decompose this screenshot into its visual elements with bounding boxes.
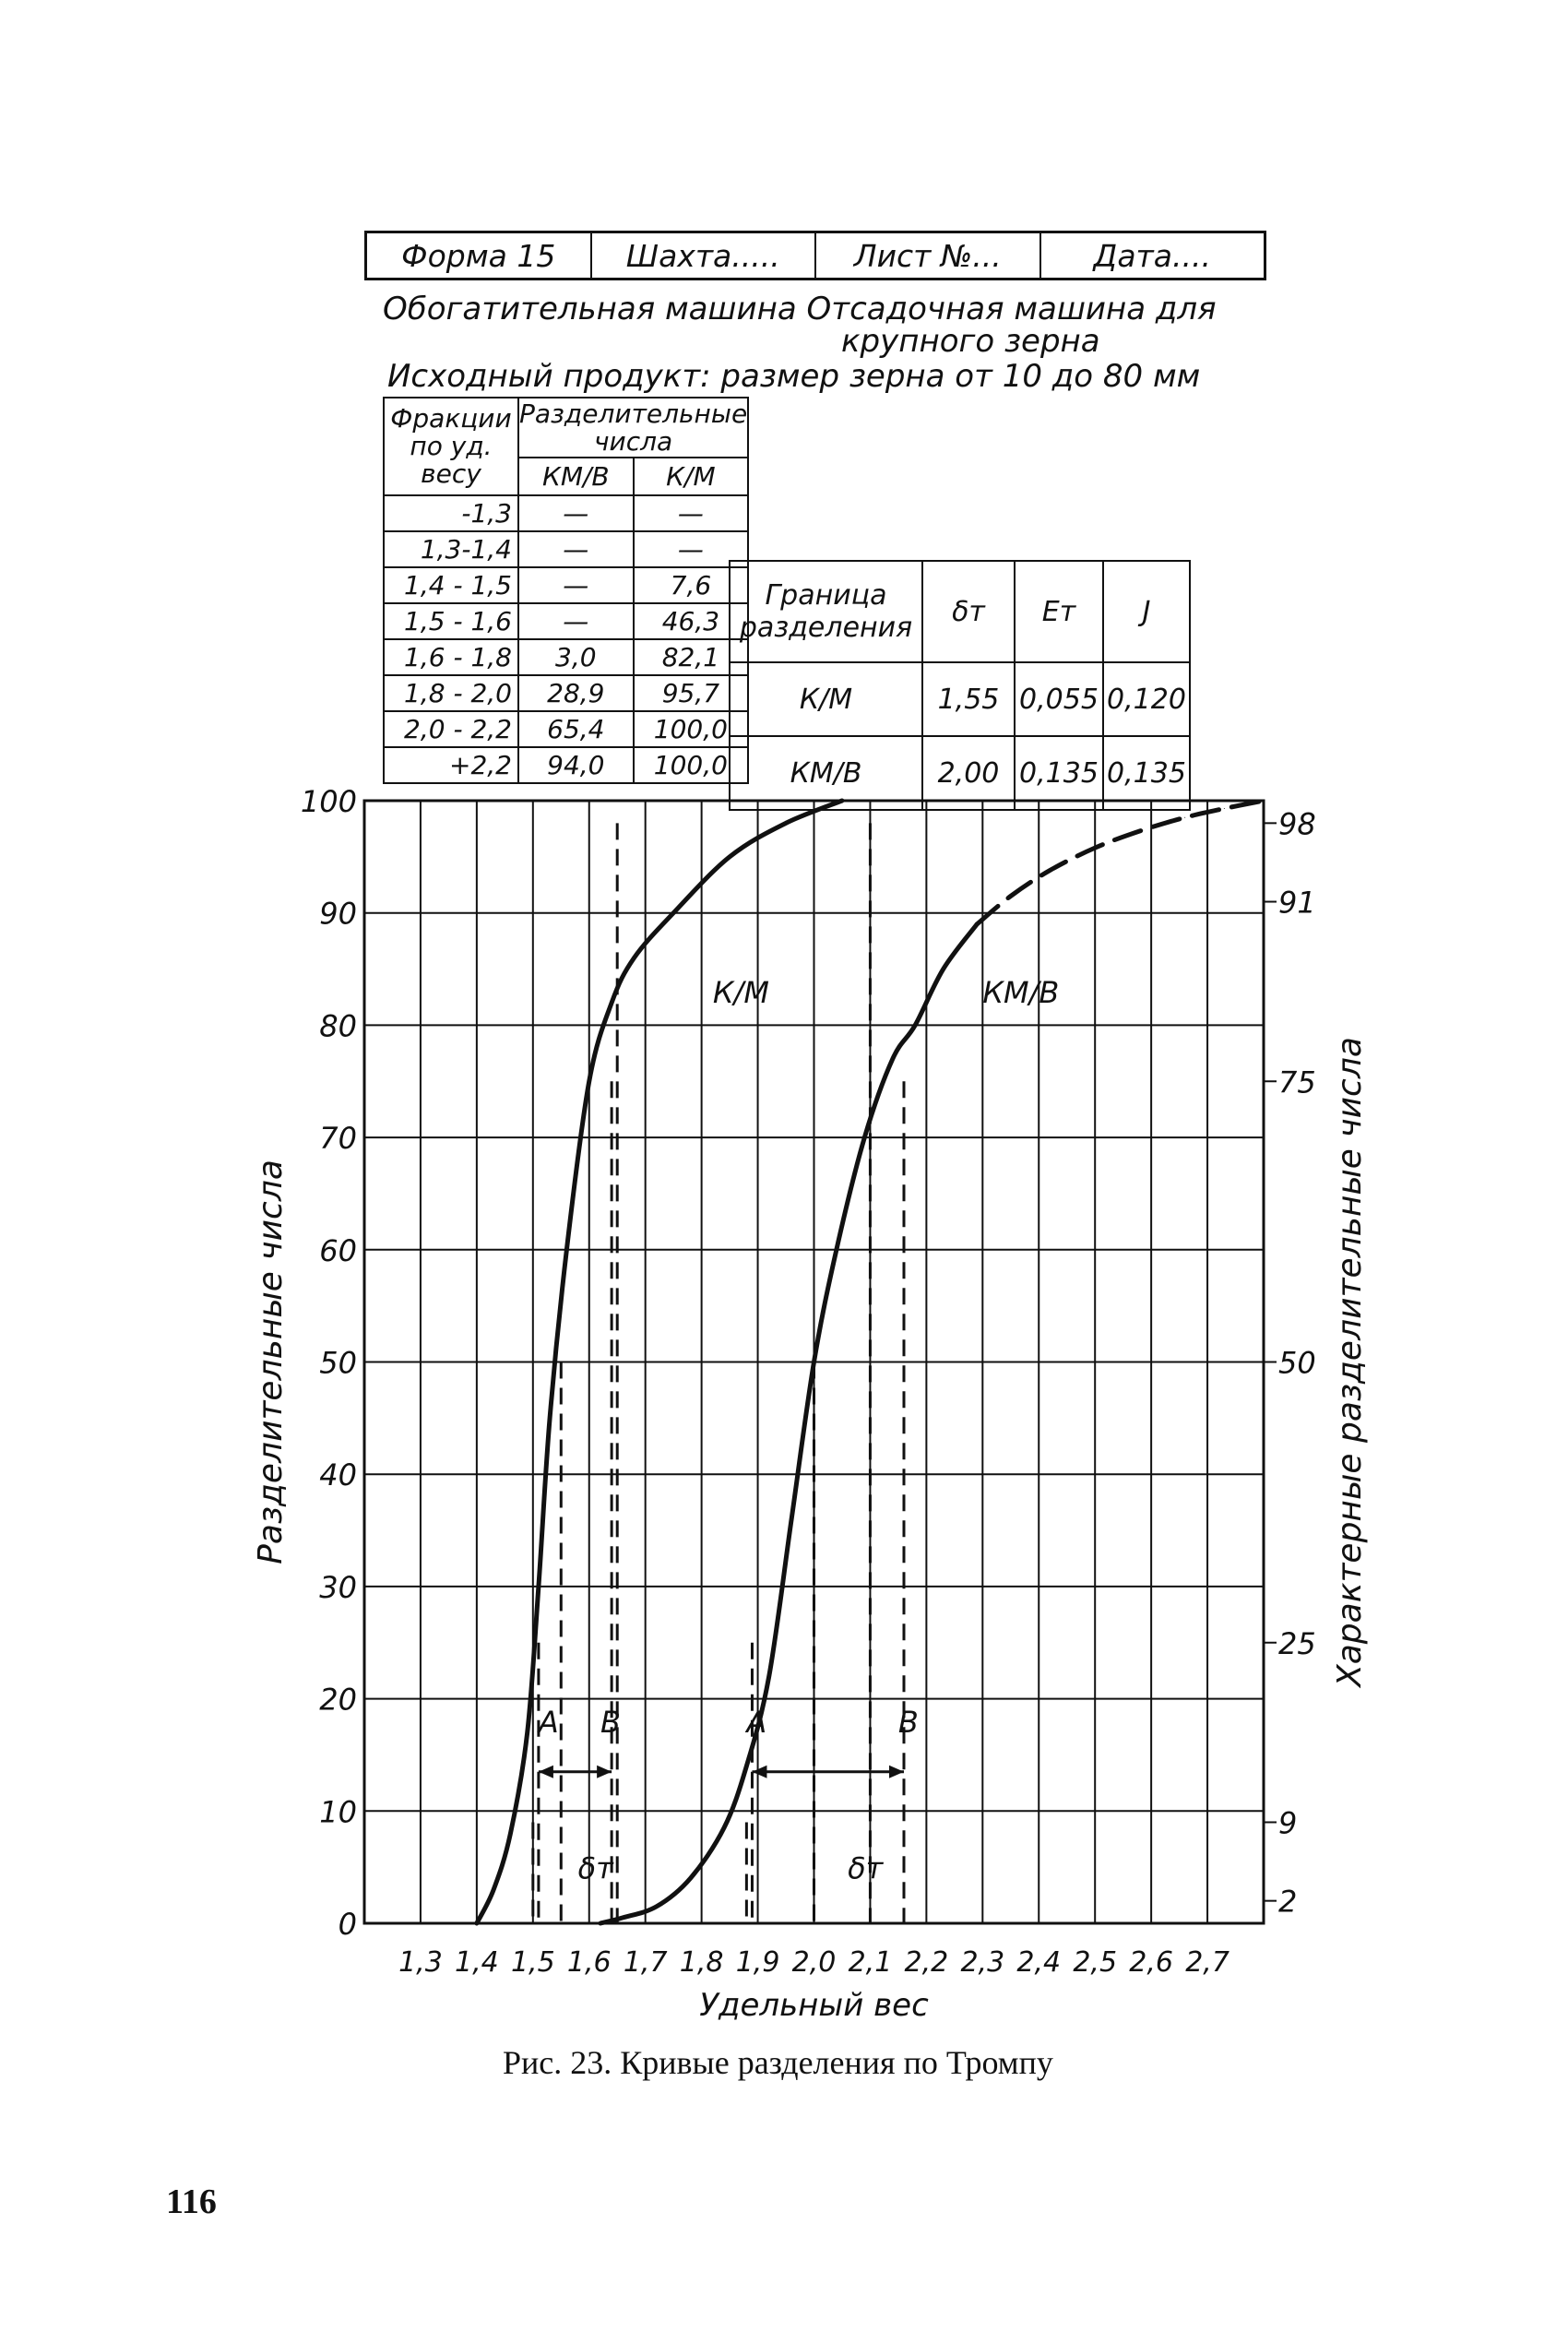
y2-tick-label: 98 <box>1278 806 1316 842</box>
fractions-cell-km_v: 3,0 <box>518 639 634 675</box>
x-axis-title: Удельный вес <box>699 1987 929 2024</box>
figure-caption: Рис. 23. Кривые разделения по Тромпу <box>503 2044 1053 2081</box>
fractions-col1-header: Фракции по уд. весу <box>384 398 518 495</box>
y2-tick-label: 50 <box>1278 1345 1316 1381</box>
y-tick-label: 40 <box>319 1457 357 1493</box>
x-tick-label: 2,3 <box>960 1946 1005 1979</box>
x-tick-label: 1,4 <box>455 1946 499 1979</box>
fractions-col2-header: КМ/В <box>518 458 634 495</box>
fractions-cell-fraction: 1,3-1,4 <box>384 531 518 567</box>
y-tick-label: 20 <box>319 1682 357 1718</box>
fractions-cell-fraction: +2,2 <box>384 747 518 783</box>
chart-annotation: δт <box>848 1850 884 1886</box>
fractions-cell-km_v: — <box>518 531 634 567</box>
fractions-cell-k_m: — <box>634 531 749 567</box>
boundary-cell-boundary: КМ/В <box>730 736 922 810</box>
series-point-1 <box>791 1518 792 1519</box>
chart-annotation: К/М <box>712 975 769 1011</box>
series-point-1 <box>656 1906 657 1907</box>
x-tick-label: 2,0 <box>791 1946 837 1979</box>
series-point-0 <box>566 1249 567 1250</box>
x-tick-label: 1,3 <box>398 1946 443 1979</box>
boundary-cell-delta: 2,00 <box>922 736 1015 810</box>
y2-tick-label: 2 <box>1278 1884 1298 1920</box>
x-tick-label: 1,8 <box>679 1946 724 1979</box>
series-point-0 <box>786 823 787 824</box>
fractions-cell-fraction: -1,3 <box>384 495 518 531</box>
series-point-0 <box>673 912 674 913</box>
series-point-0 <box>730 856 731 857</box>
product-line: Исходный продукт: размер зерна от 10 до 80 мм <box>387 358 1201 395</box>
series-point-1 <box>724 1827 725 1828</box>
boundary-col2-header: δт <box>922 561 1015 662</box>
x-tick-label: 1,7 <box>623 1946 668 1979</box>
page-number: 116 <box>166 2182 217 2221</box>
date-label: Дата.... <box>1093 237 1211 274</box>
fractions-cell-fraction: 2,0 - 2,2 <box>384 711 518 747</box>
x-tick-label: 1,6 <box>566 1946 612 1979</box>
boundary-col1-header: Граница разделения <box>730 561 922 662</box>
series-point-0 <box>588 1081 589 1082</box>
fractions-cell-km_v: — <box>518 567 634 603</box>
x-tick-label: 2,6 <box>1129 1946 1173 1979</box>
x-tick-label: 2,5 <box>1073 1946 1118 1979</box>
machine-line-2: крупного зерна <box>841 323 1100 360</box>
x-tick-label: 1,9 <box>735 1946 780 1979</box>
fractions-cell-fraction: 1,5 - 1,6 <box>384 603 518 639</box>
fractions-cell-km_v: 94,0 <box>518 747 634 783</box>
series-point-2 <box>1095 848 1096 849</box>
fractions-cell-fraction: 1,6 - 1,8 <box>384 639 518 675</box>
series-point-0 <box>634 957 635 958</box>
fractions-col3-header: К/М <box>634 458 749 495</box>
chart-annotation: B <box>897 1705 919 1741</box>
machine-line-1: Обогатительная машина Отсадочная машина для <box>383 291 1217 327</box>
fractions-cell-km_v: 65,4 <box>518 711 634 747</box>
arrow-head <box>889 1766 904 1778</box>
x-tick-label: 2,1 <box>848 1946 893 1979</box>
boundary-col4-header: J <box>1103 561 1190 662</box>
arrow-head <box>539 1766 553 1778</box>
chart-annotation: A <box>538 1705 559 1741</box>
y-tick-label: 100 <box>300 784 357 819</box>
y2-tick-label: 91 <box>1278 885 1316 921</box>
y2-tick-label: 75 <box>1278 1064 1316 1100</box>
y-tick-label: 10 <box>319 1794 357 1830</box>
fractions-cell-fraction: 1,8 - 2,0 <box>384 675 518 711</box>
arrow-head <box>597 1766 612 1778</box>
series-point-0 <box>550 1418 551 1419</box>
y2-tick-label: 9 <box>1278 1805 1298 1841</box>
fractions-cell-k_m: 95,7 <box>634 675 749 711</box>
fractions-cell-fraction: 1,4 - 1,5 <box>384 567 518 603</box>
series-point-0 <box>476 1923 477 1924</box>
series-curve-1 <box>600 924 977 1923</box>
y-tick-label: 50 <box>319 1345 357 1381</box>
y2-tick-label: 25 <box>1278 1625 1316 1661</box>
fractions-cell-k_m: — <box>634 495 749 531</box>
chart-annotation: δт <box>577 1850 613 1886</box>
series-point-2 <box>1184 817 1185 818</box>
fractions-cell-km_v: — <box>518 495 634 531</box>
boundary-cell-e: 0,135 <box>1015 736 1103 810</box>
series-point-2 <box>1224 808 1225 809</box>
series-point-2 <box>1264 801 1265 802</box>
series-point-0 <box>538 1586 539 1587</box>
y2-axis-title: Характерные разделительные числа <box>1331 1037 1369 1687</box>
sheet-label: Лист №... <box>816 233 1041 278</box>
series-point-2 <box>977 923 978 924</box>
fractions-cell-k_m: 100,0 <box>634 711 749 747</box>
boundary-cell-e: 0,055 <box>1015 662 1103 736</box>
series-point-1 <box>836 1249 837 1250</box>
series-curve-2 <box>977 801 1264 924</box>
y-tick-label: 80 <box>319 1008 357 1044</box>
series-point-1 <box>892 1058 893 1059</box>
form-label: Форма 15 <box>367 233 592 278</box>
x-tick-label: 1,5 <box>510 1946 555 1979</box>
y-tick-label: 60 <box>319 1232 357 1268</box>
boundary-cell-boundary: К/М <box>730 662 922 736</box>
series-point-0 <box>493 1889 494 1890</box>
chart-annotation: B <box>600 1705 621 1741</box>
series-point-0 <box>841 801 842 802</box>
y-tick-label: 0 <box>338 1907 357 1942</box>
series-point-1 <box>915 1025 916 1026</box>
arrow-head <box>752 1766 766 1778</box>
fractions-cell-k_m: 46,3 <box>634 603 749 639</box>
series-point-2 <box>1139 830 1140 831</box>
fractions-cell-k_m: 82,1 <box>634 639 749 675</box>
boundary-cell-delta: 1,55 <box>922 662 1015 736</box>
x-tick-label: 2,7 <box>1185 1946 1229 1979</box>
fractions-cell-k_m: 100,0 <box>634 747 749 783</box>
series-point-1 <box>690 1878 691 1879</box>
chart-annotation: A <box>746 1705 767 1741</box>
y-tick-label: 70 <box>319 1121 357 1157</box>
series-point-1 <box>623 1917 624 1918</box>
series-point-0 <box>527 1732 528 1733</box>
boundary-cell-j: 0,120 <box>1103 662 1190 736</box>
series-point-2 <box>1050 870 1051 871</box>
x-tick-label: 2,4 <box>1016 1946 1062 1979</box>
fractions-cell-km_v: — <box>518 603 634 639</box>
y-tick-label: 30 <box>319 1569 357 1605</box>
fractions-cell-km_v: 28,9 <box>518 675 634 711</box>
series-point-1 <box>768 1676 769 1677</box>
series-point-1 <box>864 1137 865 1138</box>
chart-annotation: КМ/В <box>982 975 1060 1011</box>
mine-label: Шахта..... <box>592 233 817 278</box>
fractions-col23-header: Разделительные числа <box>519 398 748 457</box>
x-tick-label: 2,2 <box>904 1946 949 1979</box>
boundary-col3-header: Ет <box>1015 561 1103 662</box>
y-tick-label: 90 <box>319 896 357 932</box>
series-point-0 <box>510 1833 511 1834</box>
series-point-2 <box>1010 896 1011 897</box>
fractions-cell-k_m: 7,6 <box>634 567 749 603</box>
boundary-cell-j: 0,135 <box>1103 736 1190 810</box>
y-axis-title: Разделительные числа <box>252 1160 290 1564</box>
